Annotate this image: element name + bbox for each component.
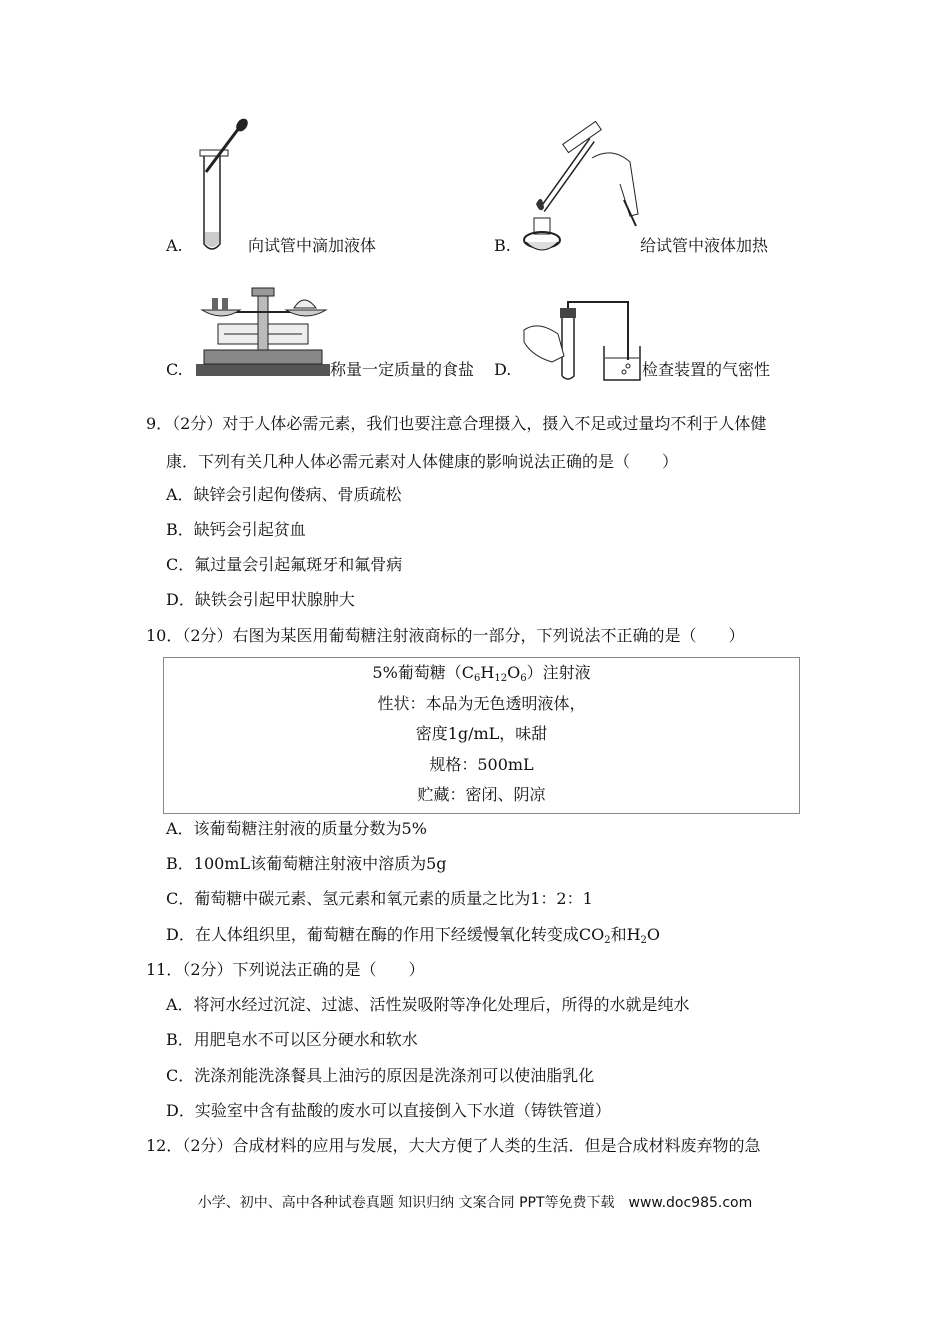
- label-spec: 规格：500mL: [429, 755, 534, 774]
- option-c-letter: C.: [166, 360, 183, 379]
- label-density: 密度1g/mL，味甜: [415, 724, 548, 743]
- q10-option-c: C．葡萄糖中碳元素、氢元素和氧元素的质量之比为1：2：1: [166, 889, 593, 908]
- q9-option-a: A．缺锌会引起佝偻病、骨质疏松: [166, 485, 402, 504]
- q9-stem-line2: 康．下列有关几种人体必需元素对人体健康的影响说法正确的是（ ）: [166, 452, 679, 471]
- q11-option-c: C．洗涤剂能洗涤餐具上油污的原因是洗涤剂可以使油脂乳化: [166, 1066, 595, 1085]
- q9-option-c: C．氟过量会引起氟斑牙和氟骨病: [166, 555, 403, 574]
- heating-test-tube-figure: [512, 118, 642, 258]
- option-a-caption: 向试管中滴加液体: [248, 236, 377, 255]
- airtightness-check-figure: [518, 300, 644, 382]
- q11-stem: 11．（2分）下列说法正确的是（ ）: [146, 960, 425, 979]
- balance-scale-figure: [194, 286, 332, 380]
- label-storage: 贮藏：密闭、阴凉: [417, 785, 546, 804]
- label-title: 5%葡萄糖$(C_6H_{12}O_6)$注射液: [372, 663, 591, 684]
- option-d-caption: 检查装置的气密性: [642, 360, 771, 379]
- q10-option-d: D．在人体组织里，葡萄糖在酶的作用下经缓慢氧化转变成$CO_2$和$H_2O$: [166, 925, 661, 946]
- option-b-letter: B.: [494, 236, 511, 255]
- q9-option-b: B．缺钙会引起贫血: [166, 520, 306, 539]
- option-a-letter: A.: [166, 236, 183, 255]
- q10-option-b: B．100mL该葡萄糖注射液中溶质为5g: [166, 854, 447, 873]
- dropper-test-tube-figure: [192, 116, 252, 256]
- page-footer: 小学、初中、高中各种试卷真题 知识归纳 文案合同 PPT等免费下载 www.doc985.com: [197, 1195, 753, 1211]
- option-c-caption: 称量一定质量的食盐: [330, 360, 475, 379]
- label-property: 性状：本品为无色透明液体，: [377, 694, 586, 713]
- option-b-caption: 给试管中液体加热: [640, 236, 769, 255]
- option-d-letter: D.: [494, 360, 512, 379]
- glucose-label-box: [163, 657, 800, 814]
- q11-option-d: D．实验室中含有盐酸的废水可以直接倒入下水道（铸铁管道）: [166, 1101, 611, 1120]
- q12-stem: 12．（2分）合成材料的应用与发展，大大方便了人类的生活．但是合成材料废弃物的急: [146, 1136, 761, 1155]
- q9-stem-line1: 9．（2分）对于人体必需元素，我们也要注意合理摄入，摄入不足或过量均不利于人体健: [146, 414, 767, 433]
- q11-option-a: A．将河水经过沉淀、过滤、活性炭吸附等净化处理后，所得的水就是纯水: [166, 995, 690, 1014]
- q11-option-b: B．用肥皂水不可以区分硬水和软水: [166, 1030, 418, 1049]
- q10-stem: 10．（2分）右图为某医用葡萄糖注射液商标的一部分，下列说法不正确的是（ ）: [146, 626, 745, 645]
- q10-option-a: A．该葡萄糖注射液的质量分数为5%: [166, 819, 427, 838]
- q9-option-d: D．缺铁会引起甲状腺肿大: [166, 590, 355, 609]
